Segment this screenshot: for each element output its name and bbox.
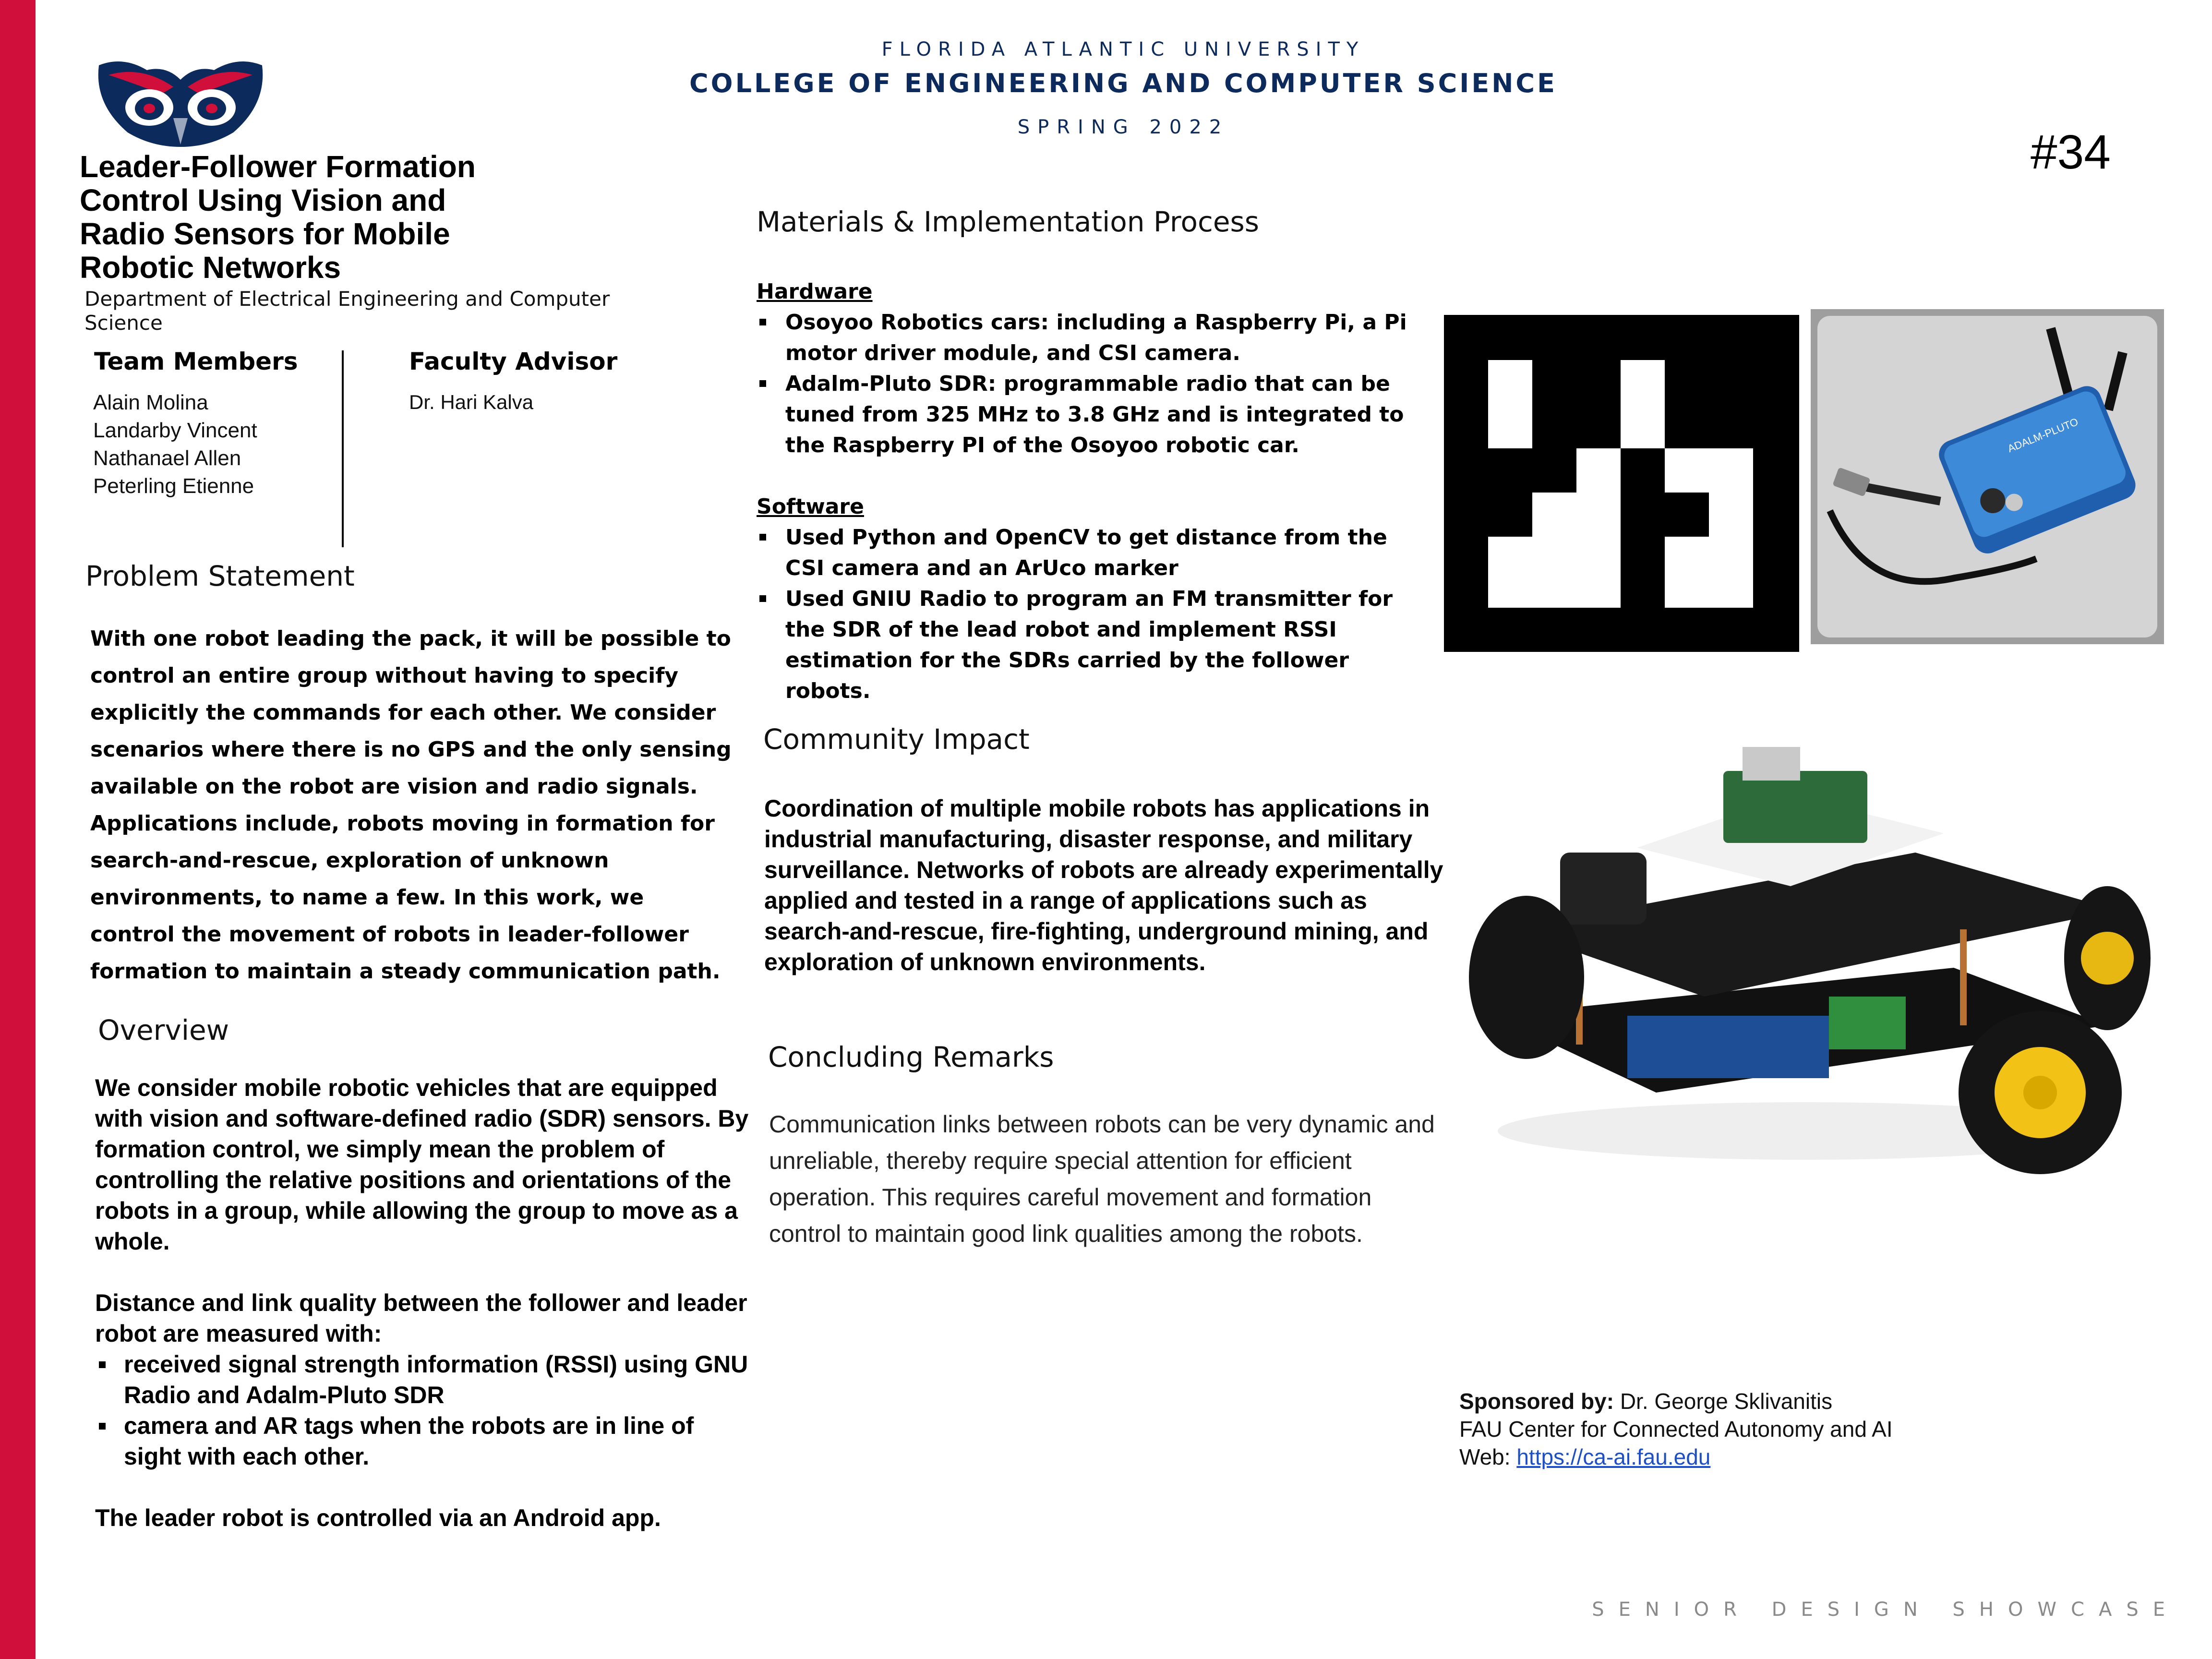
overview-bullet: received signal strength information (RSSI) using GNU Radio and Adalm-Pluto SDR: [95, 1349, 757, 1410]
team-member: Nathanael Allen: [93, 446, 241, 470]
sponsor-org: FAU Center for Connected Autonomy and AI: [1459, 1417, 1893, 1442]
left-accent-bar: [0, 0, 36, 1659]
overview-body: [95, 1072, 757, 1533]
department: Department of Electrical Engineering and Computer Science: [84, 287, 610, 335]
column-divider: [342, 350, 344, 547]
overview-paragraph: We consider mobile robotic vehicles that are equipped with vision and software-defined radio (SDR) sensors. By formation control, we simply mean the problem of controlling the relative positions and orientations of the robots in a group, while allowing the group to move as a whole.: [95, 1074, 749, 1255]
overview-paragraph: The leader robot is controlled via an Android app.: [95, 1504, 661, 1531]
hardware-item: Adalm-Pluto SDR: programmable radio that can be tuned from 325 MHz to 3.8 GHz and is integrated to the Raspberry PI of the Osoyoo robotic car.: [757, 369, 1429, 461]
poster-title: Leader-Follower Formation Control Using Vision and Radio Sensors for Mobile Robotic Networks: [80, 149, 476, 285]
team-member: Peterling Etienne: [93, 474, 254, 498]
problem-statement-text: With one robot leading the pack, it will be possible to control an entire group without having to specify explicitly the commands for each other. We consider scenarios where there is no GPS and the only sensing available on the robot are vision and radio signals. Applications include, robots moving in formation for search-and-rescue, exploration of unknown environments, to name a few. In this work, we control the movement of robots in leader-follower formation to maintain a steady communication path.: [90, 626, 732, 984]
adalm-pluto-sdr-image: [1811, 309, 2164, 644]
sponsor-block: [1459, 1387, 2083, 1471]
hardware-item: Osoyoo Robotics cars: including a Raspberry Pi, a Pi motor driver module, and CSI camera.: [757, 307, 1429, 369]
owl-logo-icon: [89, 51, 272, 152]
software-label: Software: [757, 494, 864, 519]
aruco-marker-image: [1444, 315, 1799, 652]
software-list: [757, 522, 1429, 707]
team-members-heading: Team Members: [94, 348, 298, 375]
overview-bullet: camera and AR tags when the robots are in line of sight with each other.: [95, 1410, 757, 1472]
materials-heading: Materials & Implementation Process: [757, 205, 1259, 238]
overview-heading: Overview: [98, 1014, 229, 1046]
hardware-label: Hardware: [757, 279, 873, 304]
community-impact-heading: Community Impact: [763, 723, 1030, 756]
device-label: ADALM-PLUTO: [2006, 415, 2080, 455]
materials-body: [757, 276, 1429, 707]
robot-car-image: [1455, 728, 2155, 1179]
team-member: Alain Molina: [93, 391, 208, 414]
team-member-list: [93, 389, 257, 500]
community-impact-text: Coordination of multiple mobile robots has applications in industrial manufacturing, disaster response, and military surveillance. Networks of robots are already experimentally applied and tested in a range of applications such as search-and-rescue, fire-fighting, underground mining, and exploration of unknown environments.: [764, 795, 1443, 975]
term-label: SPRING 2022: [1017, 116, 1229, 138]
software-item: Used GNIU Radio to program an FM transmitter for the SDR of the lead robot and implement RSSI estimation for the SDRs carried by the follower robots.: [757, 584, 1429, 707]
sponsor-label: Sponsored by:: [1459, 1389, 1614, 1414]
overview-bullet-list: [95, 1349, 757, 1472]
software-item: Used Python and OpenCV to get distance from the CSI camera and an ArUco marker: [757, 522, 1429, 584]
sponsor-name: Dr. George Sklivanitis: [1620, 1389, 1833, 1414]
faculty-advisor-heading: Faculty Advisor: [409, 348, 618, 375]
team-member: Landarby Vincent: [93, 419, 257, 442]
overview-paragraph: Distance and link quality between the follower and leader robot are measured with:: [95, 1289, 747, 1347]
concluding-remarks-heading: Concluding Remarks: [768, 1041, 1054, 1073]
university-name: FLORIDA ATLANTIC UNIVERSITY: [881, 38, 1365, 60]
sponsor-web-link[interactable]: https://ca-ai.fau.edu: [1516, 1444, 1711, 1469]
advisor-name: Dr. Hari Kalva: [409, 391, 534, 413]
web-label: Web:: [1459, 1444, 1511, 1469]
college-name: COLLEGE OF ENGINEERING AND COMPUTER SCIENCE: [689, 68, 1557, 98]
problem-statement-heading: Problem Statement: [85, 560, 355, 592]
hardware-list: [757, 307, 1429, 461]
poster-number: #34: [2031, 125, 2111, 179]
footer-showcase-label: SENIOR DESIGN SHOWCASE: [1592, 1599, 2179, 1621]
concluding-remarks-text: Communication links between robots can be very dynamic and unreliable, thereby require special attention for efficient operation. This requires careful movement and formation control to maintain good link qualities among the robots.: [769, 1111, 1435, 1247]
